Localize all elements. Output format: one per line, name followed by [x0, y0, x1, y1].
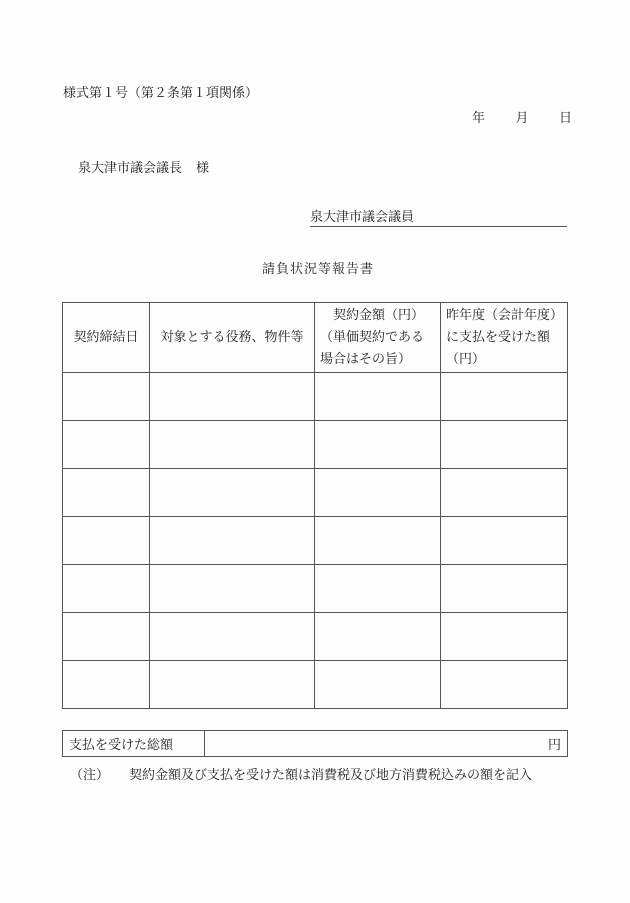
cell-last-year-amount[interactable] [441, 613, 568, 661]
cell-last-year-amount[interactable] [441, 469, 568, 517]
cell-contract-date[interactable] [63, 613, 150, 661]
cell-subject[interactable] [150, 565, 315, 613]
cell-contract-date[interactable] [63, 421, 150, 469]
header-contract-amount [315, 303, 441, 373]
addressee-name: 泉大津市議会議長 [78, 161, 183, 176]
cell-contract-amount[interactable] [315, 613, 441, 661]
header-last-year-amount [441, 303, 568, 373]
cell-last-year-amount[interactable] [441, 421, 568, 469]
cell-contract-amount[interactable] [315, 517, 441, 565]
cell-contract-date[interactable] [63, 661, 150, 709]
cell-contract-amount[interactable] [315, 661, 441, 709]
header-label-line: に支払を受けた額 [446, 329, 551, 345]
report-table [62, 302, 568, 709]
table-header-row [63, 303, 568, 373]
honorific: 様 [196, 161, 210, 176]
header-label: 対象とする役務、物件等 [160, 329, 304, 345]
cell-subject[interactable] [150, 373, 315, 421]
table-row [63, 613, 568, 661]
cell-subject[interactable] [150, 469, 315, 517]
header-subject [150, 303, 315, 373]
table-row [63, 373, 568, 421]
cell-subject[interactable] [150, 661, 315, 709]
header-label-line: （単価契約である [320, 329, 425, 345]
year-label: 年 [472, 111, 486, 126]
cell-last-year-amount[interactable] [441, 373, 568, 421]
cell-contract-date[interactable] [63, 565, 150, 613]
submitter-line[interactable] [310, 206, 567, 227]
table-row [63, 469, 568, 517]
header-label-line: 契約金額（円） [320, 307, 425, 323]
total-row [63, 731, 568, 757]
cell-subject[interactable] [150, 421, 315, 469]
month-label: 月 [515, 111, 529, 126]
cell-contract-amount[interactable] [315, 373, 441, 421]
cell-subject[interactable] [150, 613, 315, 661]
cell-last-year-amount[interactable] [441, 517, 568, 565]
submitter-label: 泉大津市議会議員 [310, 210, 415, 225]
header-label-line: （円） [446, 351, 486, 367]
header-label: 契約締結日 [73, 329, 139, 345]
cell-contract-date[interactable] [63, 373, 150, 421]
cell-contract-amount[interactable] [315, 421, 441, 469]
cell-subject[interactable] [150, 517, 315, 565]
header-label-line: 場合はその旨） [320, 351, 412, 367]
table-row [63, 517, 568, 565]
cell-contract-date[interactable] [63, 517, 150, 565]
day-label: 日 [558, 111, 572, 126]
header-label-line: 昨年度（会計年度） [446, 307, 564, 323]
footnote-prefix: （注） [70, 768, 110, 783]
table-row [63, 565, 568, 613]
header-contract-date [63, 303, 150, 373]
footnote [70, 764, 532, 783]
table-row [63, 661, 568, 709]
document-title: 請負状況等報告書 [262, 262, 375, 277]
total-amount-field[interactable] [205, 731, 568, 757]
cell-last-year-amount[interactable] [441, 565, 568, 613]
total-table [62, 730, 568, 757]
total-label: 支払を受けた総額 [63, 731, 205, 757]
addressee [78, 157, 209, 176]
footnote-text: 契約金額及び支払を受けた額は消費税及び地方消費税込みの額を記入 [129, 768, 533, 783]
cell-contract-date[interactable] [63, 469, 150, 517]
date-line [472, 107, 572, 126]
table-row [63, 421, 568, 469]
form-number: 様式第１号（第２条第１項関係） [63, 86, 259, 101]
cell-contract-amount[interactable] [315, 565, 441, 613]
total-unit: 円 [547, 738, 561, 753]
cell-contract-amount[interactable] [315, 469, 441, 517]
cell-last-year-amount[interactable] [441, 661, 568, 709]
